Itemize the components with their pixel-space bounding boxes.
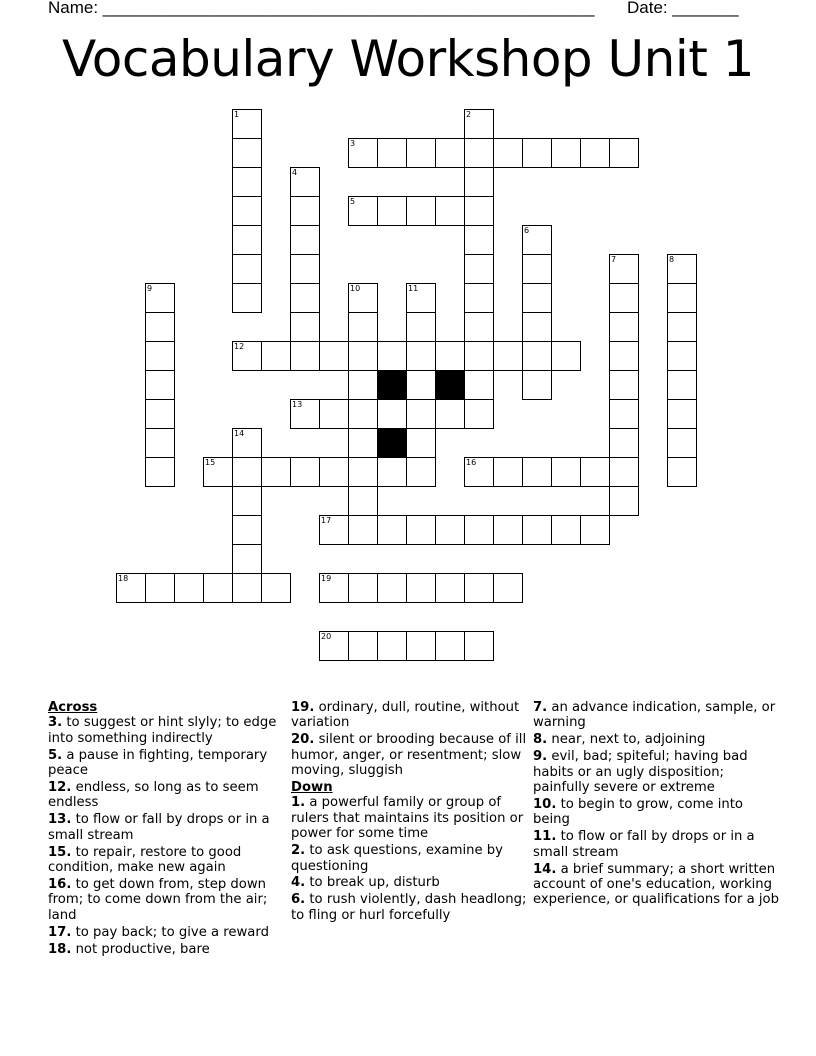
grid-cell[interactable] bbox=[377, 399, 407, 429]
cell-number: 15 bbox=[205, 458, 216, 467]
grid-cell[interactable] bbox=[232, 283, 262, 313]
grid-cell[interactable] bbox=[406, 196, 436, 226]
cell-number: 20 bbox=[321, 632, 332, 641]
grid-cell[interactable] bbox=[609, 312, 639, 342]
grid-cell[interactable] bbox=[580, 515, 610, 545]
grid-cell[interactable] bbox=[406, 631, 436, 661]
grid-cell[interactable] bbox=[551, 515, 581, 545]
grid-cell[interactable] bbox=[493, 341, 523, 371]
clue-number: 9. bbox=[533, 749, 548, 765]
clue-number: 15. bbox=[48, 844, 72, 860]
grid-cell[interactable] bbox=[348, 399, 378, 429]
grid-cell[interactable] bbox=[290, 254, 320, 284]
grid-cell[interactable] bbox=[290, 167, 320, 197]
clue-text: endless, so long as to seem endless bbox=[48, 780, 259, 811]
cell-number: 11 bbox=[408, 284, 419, 293]
clue-number: 4. bbox=[291, 875, 306, 891]
grid-cell[interactable] bbox=[145, 573, 175, 603]
clue-down-8 bbox=[533, 732, 783, 747]
grid-cell[interactable] bbox=[522, 283, 552, 313]
grid-cell[interactable] bbox=[145, 312, 175, 342]
grid-cell[interactable] bbox=[464, 254, 494, 284]
grid-cell[interactable] bbox=[261, 573, 291, 603]
grid-cell[interactable] bbox=[667, 428, 697, 458]
grid-cell[interactable] bbox=[609, 341, 639, 371]
grid-cell[interactable] bbox=[319, 515, 349, 545]
grid-cell[interactable] bbox=[232, 341, 262, 371]
grid-cell[interactable] bbox=[464, 399, 494, 429]
clue-across-17 bbox=[48, 925, 288, 940]
clue-down-4 bbox=[291, 875, 527, 890]
grid-cell[interactable] bbox=[203, 573, 233, 603]
grid-cell[interactable] bbox=[435, 573, 465, 603]
grid-cell[interactable] bbox=[464, 515, 494, 545]
grid-cell[interactable] bbox=[377, 631, 407, 661]
grid-cell[interactable] bbox=[261, 341, 291, 371]
grid-cell[interactable] bbox=[174, 573, 204, 603]
grid-cell[interactable] bbox=[464, 225, 494, 255]
grid-cell[interactable] bbox=[551, 138, 581, 168]
grid-cell[interactable] bbox=[522, 138, 552, 168]
grid-cell[interactable] bbox=[464, 370, 494, 400]
grid-cell[interactable] bbox=[377, 457, 407, 487]
grid-cell[interactable] bbox=[406, 399, 436, 429]
grid-cell[interactable] bbox=[377, 196, 407, 226]
grid-cell[interactable] bbox=[406, 341, 436, 371]
grid-cell[interactable] bbox=[406, 283, 436, 313]
grid-cell[interactable] bbox=[406, 573, 436, 603]
grid-cell[interactable] bbox=[290, 457, 320, 487]
grid-cell[interactable] bbox=[348, 370, 378, 400]
grid-cell[interactable] bbox=[464, 457, 494, 487]
clue-text: a brief summary; a short written account of one's education, working experience, or qualifications for a job bbox=[533, 861, 779, 908]
grid-cell[interactable] bbox=[377, 573, 407, 603]
clue-number: 20. bbox=[291, 732, 315, 748]
clue-number: 13. bbox=[48, 812, 72, 828]
grid-cell[interactable] bbox=[232, 138, 262, 168]
grid-cell[interactable] bbox=[580, 138, 610, 168]
grid-cell[interactable] bbox=[522, 515, 552, 545]
grid-cell[interactable] bbox=[232, 254, 262, 284]
clue-number: 11. bbox=[533, 829, 557, 845]
cell-number: 7 bbox=[611, 255, 617, 264]
grid-cell[interactable] bbox=[348, 486, 378, 516]
grid-cell[interactable] bbox=[319, 457, 349, 487]
cell-number: 3 bbox=[350, 139, 356, 148]
grid-cell[interactable] bbox=[348, 138, 378, 168]
clue-across-20 bbox=[291, 732, 527, 778]
cell-number: 5 bbox=[350, 197, 356, 206]
grid-cell[interactable] bbox=[464, 573, 494, 603]
clue-down-2 bbox=[291, 843, 527, 874]
clue-text: near, next to, adjoining bbox=[551, 732, 706, 748]
grid-cell[interactable] bbox=[435, 341, 465, 371]
grid-cell[interactable] bbox=[609, 283, 639, 313]
clue-text: to repair, restore to good condition, make new again bbox=[48, 844, 242, 876]
grid-cell[interactable] bbox=[348, 312, 378, 342]
grid-cell[interactable] bbox=[319, 631, 349, 661]
clue-across-5 bbox=[48, 748, 288, 779]
cell-number: 16 bbox=[466, 458, 477, 467]
clue-number: 6. bbox=[291, 892, 306, 908]
grid-cell[interactable] bbox=[377, 515, 407, 545]
grid-cell[interactable] bbox=[406, 428, 436, 458]
grid-cell[interactable] bbox=[377, 138, 407, 168]
grid-cell[interactable] bbox=[348, 196, 378, 226]
clue-number: 14. bbox=[533, 861, 557, 877]
clue-text: an advance indication, sample, or warning bbox=[533, 700, 776, 731]
grid-cell[interactable] bbox=[232, 109, 262, 139]
grid-cell[interactable] bbox=[145, 457, 175, 487]
clue-number: 16. bbox=[48, 876, 72, 892]
cell-number: 1 bbox=[234, 110, 240, 119]
clue-text: evil, bad; spiteful; having bad habits or an ugly disposition; painfully severe or extreme bbox=[533, 749, 748, 796]
clue-across-3 bbox=[48, 715, 288, 746]
grid-cell[interactable] bbox=[290, 341, 320, 371]
clues-column-3 bbox=[533, 700, 783, 909]
clue-number: 7. bbox=[533, 700, 548, 715]
cell-number: 12 bbox=[234, 342, 245, 351]
grid-cell[interactable] bbox=[551, 457, 581, 487]
grid-cell[interactable] bbox=[667, 283, 697, 313]
grid-cell[interactable] bbox=[609, 399, 639, 429]
clue-across-16 bbox=[48, 877, 288, 923]
grid-cell[interactable] bbox=[435, 138, 465, 168]
grid-cell[interactable] bbox=[609, 486, 639, 516]
grid-cell[interactable] bbox=[232, 544, 262, 574]
grid-cell[interactable] bbox=[232, 457, 262, 487]
across-heading: Across bbox=[48, 700, 98, 715]
clue-number: 5. bbox=[48, 747, 63, 763]
clue-number: 8. bbox=[533, 732, 548, 748]
grid-cell[interactable] bbox=[609, 370, 639, 400]
grid-cell[interactable] bbox=[319, 341, 349, 371]
clue-down-6 bbox=[291, 892, 527, 923]
grid-cell[interactable] bbox=[406, 312, 436, 342]
grid-cell[interactable] bbox=[551, 341, 581, 371]
grid-cell[interactable] bbox=[464, 196, 494, 226]
grid-cell[interactable] bbox=[609, 457, 639, 487]
grid-cell[interactable] bbox=[406, 370, 436, 400]
grid-cell[interactable] bbox=[145, 428, 175, 458]
grid-cell[interactable] bbox=[464, 631, 494, 661]
clue-across-15 bbox=[48, 845, 288, 876]
grid-cell[interactable] bbox=[232, 428, 262, 458]
down-heading: Down bbox=[291, 780, 333, 796]
cell-number: 2 bbox=[466, 110, 472, 119]
grid-cell[interactable] bbox=[667, 254, 697, 284]
grid-cell[interactable] bbox=[232, 196, 262, 226]
clue-text: a powerful family or group of rulers that maintains its position or power for some time bbox=[291, 795, 524, 842]
clue-down-1 bbox=[291, 795, 527, 841]
cell-number: 19 bbox=[321, 574, 332, 583]
clue-text: ordinary, dull, routine, without variation bbox=[291, 700, 520, 731]
date-field-label: Date: _______ bbox=[627, 0, 739, 17]
clue-across-12 bbox=[48, 780, 288, 811]
grid-cell[interactable] bbox=[232, 486, 262, 516]
clue-down-7 bbox=[533, 700, 783, 731]
grid-cell[interactable] bbox=[348, 631, 378, 661]
grid-cell[interactable] bbox=[232, 515, 262, 545]
grid-cell[interactable] bbox=[522, 225, 552, 255]
page-title: Vocabulary Workshop Unit 1 bbox=[61, 30, 755, 88]
grid-cell[interactable] bbox=[522, 341, 552, 371]
grid-cell[interactable] bbox=[348, 283, 378, 313]
grid-cell[interactable] bbox=[435, 196, 465, 226]
clue-text: to flow or fall by drops or in a small stream bbox=[48, 812, 270, 843]
grid-cell[interactable] bbox=[290, 196, 320, 226]
cell-number: 14 bbox=[234, 429, 245, 438]
grid-cell[interactable] bbox=[580, 457, 610, 487]
grid-cell[interactable] bbox=[377, 341, 407, 371]
grid-cell[interactable] bbox=[464, 167, 494, 197]
grid-cell[interactable] bbox=[464, 283, 494, 313]
clue-text: not productive, bare bbox=[75, 941, 210, 957]
grid-cell[interactable] bbox=[348, 428, 378, 458]
grid-cell[interactable] bbox=[348, 515, 378, 545]
grid-cell[interactable] bbox=[609, 428, 639, 458]
grid-cell[interactable] bbox=[116, 573, 146, 603]
grid-cell[interactable] bbox=[290, 283, 320, 313]
clue-text: to ask questions, examine by questioning bbox=[291, 843, 503, 874]
grid-cell[interactable] bbox=[464, 109, 494, 139]
black-cell bbox=[435, 370, 465, 400]
grid-cell[interactable] bbox=[493, 457, 523, 487]
grid-cell[interactable] bbox=[232, 573, 262, 603]
grid-cell[interactable] bbox=[203, 457, 233, 487]
cell-number: 8 bbox=[669, 255, 675, 264]
name-field-label: Name: ____________________________________________________ bbox=[48, 0, 595, 17]
cell-number: 18 bbox=[118, 574, 129, 583]
clue-text: to get down from, step down from; to come down from the air; land bbox=[48, 876, 268, 923]
clue-number: 18. bbox=[48, 941, 72, 957]
grid-cell[interactable] bbox=[348, 457, 378, 487]
cell-number: 9 bbox=[147, 284, 153, 293]
grid-cell[interactable] bbox=[261, 457, 291, 487]
clues-column-2 bbox=[291, 700, 527, 925]
cell-number: 10 bbox=[350, 284, 361, 293]
grid-cell[interactable] bbox=[232, 225, 262, 255]
clue-down-14 bbox=[533, 862, 783, 908]
grid-cell[interactable] bbox=[464, 312, 494, 342]
clue-number: 17. bbox=[48, 924, 72, 940]
grid-cell[interactable] bbox=[522, 254, 552, 284]
grid-cell[interactable] bbox=[319, 573, 349, 603]
clue-across-13 bbox=[48, 812, 288, 843]
grid-cell[interactable] bbox=[145, 399, 175, 429]
clue-text: to rush violently, dash headlong; to fling or hurl forcefully bbox=[291, 892, 527, 923]
grid-cell[interactable] bbox=[522, 312, 552, 342]
clue-text: to break up, disturb bbox=[309, 875, 440, 891]
clues-column-1 bbox=[48, 700, 288, 959]
cell-number: 17 bbox=[321, 516, 332, 525]
clue-number: 12. bbox=[48, 780, 72, 796]
grid-cell[interactable] bbox=[290, 312, 320, 342]
clue-down-11 bbox=[533, 829, 783, 860]
cell-number: 4 bbox=[292, 168, 298, 177]
clue-number: 19. bbox=[291, 700, 315, 715]
grid-cell[interactable] bbox=[667, 399, 697, 429]
clue-text: to suggest or hint slyly; to edge into something indirectly bbox=[48, 715, 277, 746]
clue-across-19 bbox=[291, 700, 527, 731]
clue-number: 1. bbox=[291, 795, 306, 811]
grid-cell[interactable] bbox=[464, 341, 494, 371]
black-cell bbox=[377, 370, 407, 400]
grid-cell[interactable] bbox=[667, 457, 697, 487]
grid-cell[interactable] bbox=[493, 138, 523, 168]
clue-text: to flow or fall by drops or in a small stream bbox=[533, 829, 755, 860]
clue-number: 10. bbox=[533, 796, 557, 812]
grid-cell[interactable] bbox=[145, 341, 175, 371]
grid-cell[interactable] bbox=[406, 457, 436, 487]
cell-number: 13 bbox=[292, 400, 303, 409]
clue-across-18 bbox=[48, 942, 288, 957]
grid-cell[interactable] bbox=[464, 138, 494, 168]
grid-cell[interactable] bbox=[145, 370, 175, 400]
grid-cell[interactable] bbox=[667, 341, 697, 371]
grid-cell[interactable] bbox=[522, 457, 552, 487]
grid-cell[interactable] bbox=[290, 225, 320, 255]
grid-cell[interactable] bbox=[435, 399, 465, 429]
grid-cell[interactable] bbox=[406, 138, 436, 168]
grid-cell[interactable] bbox=[493, 573, 523, 603]
grid-cell[interactable] bbox=[609, 254, 639, 284]
grid-cell[interactable] bbox=[232, 167, 262, 197]
grid-cell[interactable] bbox=[290, 399, 320, 429]
clue-number: 3. bbox=[48, 715, 63, 731]
grid-cell[interactable] bbox=[609, 138, 639, 168]
grid-cell[interactable] bbox=[667, 370, 697, 400]
cell-number: 6 bbox=[524, 226, 530, 235]
grid-cell[interactable] bbox=[319, 399, 349, 429]
grid-cell[interactable] bbox=[406, 515, 436, 545]
grid-cell[interactable] bbox=[435, 515, 465, 545]
grid-cell[interactable] bbox=[667, 312, 697, 342]
clue-text: a pause in fighting, temporary peace bbox=[48, 747, 268, 779]
clue-down-10 bbox=[533, 797, 783, 828]
clue-down-9 bbox=[533, 749, 783, 795]
clue-text: silent or brooding because of ill humor, anger, or resentment; slow moving, sluggish bbox=[291, 732, 527, 779]
clue-text: to begin to grow, come into being bbox=[533, 796, 743, 828]
grid-cell[interactable] bbox=[348, 341, 378, 371]
black-cell bbox=[377, 428, 407, 458]
grid-cell[interactable] bbox=[493, 515, 523, 545]
grid-cell[interactable] bbox=[145, 283, 175, 313]
grid-cell[interactable] bbox=[435, 631, 465, 661]
clue-number: 2. bbox=[291, 843, 306, 859]
grid-cell[interactable] bbox=[522, 370, 552, 400]
clue-text: to pay back; to give a reward bbox=[75, 924, 269, 940]
grid-cell[interactable] bbox=[348, 573, 378, 603]
